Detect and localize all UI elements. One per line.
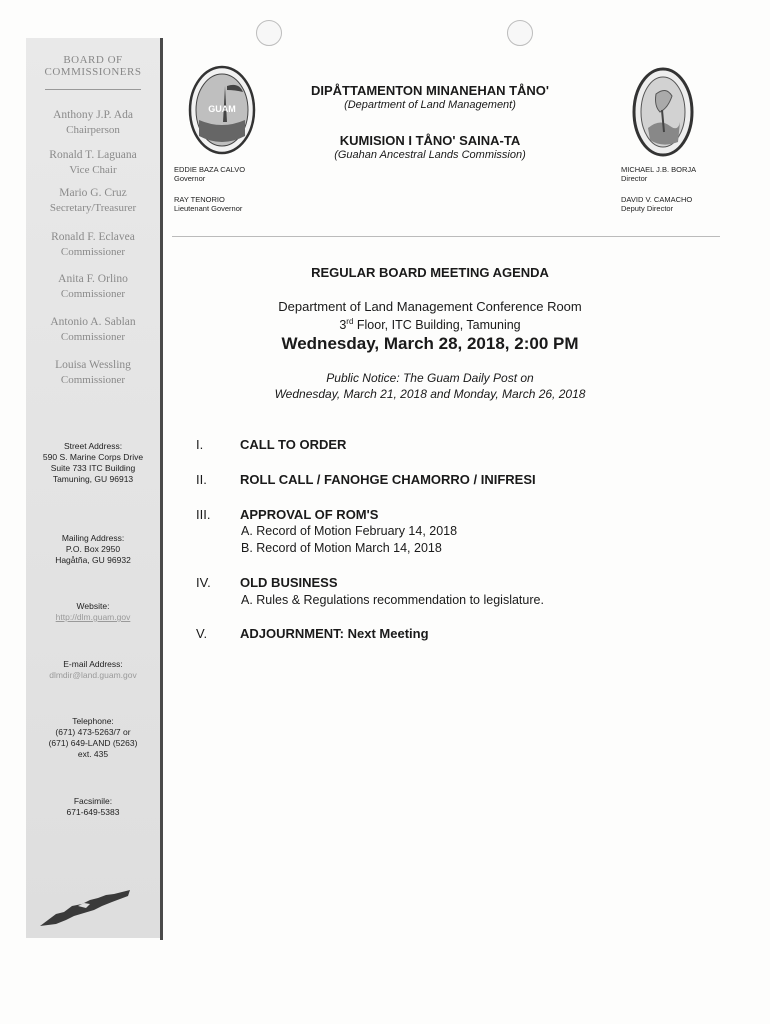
agenda-subitem: A. Record of Motion February 14, 2018 — [241, 524, 458, 538]
meeting-location: Department of Land Management Conference Room — [278, 299, 582, 314]
email-link[interactable]: dlmdir@land.guam.gov — [49, 670, 137, 680]
agenda-item-number: II. — [196, 472, 207, 487]
agenda-item-number: III. — [196, 507, 211, 522]
director-block: MICHAEL J.B. BORJA Director — [621, 165, 697, 183]
agenda-subitem: A. Rules & Regulations recommendation to legislature. — [241, 593, 544, 607]
guam-island-icon — [38, 886, 134, 930]
agenda-item-number: IV. — [196, 575, 211, 590]
website-block: Website: http://dlm.guam.gov — [26, 601, 160, 623]
punch-hole-right — [507, 20, 533, 46]
member-entry: Antonio A. Sablan Commissioner — [50, 316, 136, 343]
member-entry: Anita F. Orlino Commissioner — [58, 273, 128, 300]
department-english: (Department of Land Management) — [344, 99, 516, 111]
agenda-item-number: I. — [196, 437, 204, 452]
board-title-rule — [45, 89, 141, 90]
facsimile-block: Facsimile: 671-649-5383 — [66, 796, 120, 817]
member-entry: Ronald T. Laguana Vice Chair — [49, 149, 137, 176]
department-name: DIPÅTTAMENTON MINANEHAN TÅNO' — [310, 83, 550, 98]
agenda-item-title: ROLL CALL / FANOHGE CHAMORRO / INIFRESI — [240, 472, 536, 487]
board-title: BOARD OF COMMISSIONERS — [44, 54, 142, 78]
deputy-director-block: DAVID V. CAMACHO Deputy Director — [621, 195, 693, 213]
agenda-item-title: APPROVAL OF ROM'S — [240, 507, 379, 522]
governor-block: EDDIE BAZA CALVO Governor — [174, 165, 246, 183]
member-entry: Louisa Wessling Commissioner — [55, 359, 131, 386]
punch-hole-left — [256, 20, 282, 46]
commission-english: (Guahan Ancestral Lands Commission) — [334, 149, 526, 161]
meeting-date: Wednesday, March 28, 2018, 2:00 PM — [281, 334, 579, 353]
agenda-subitem: B. Record of Motion March 14, 2018 — [241, 541, 442, 555]
telephone-block: Telephone: (671) 473-5263/7 or (671) 649-LAND (5263) ext. 435 — [48, 716, 138, 759]
website-link[interactable]: http://dlm.guam.gov — [55, 612, 131, 622]
agenda-item-title: CALL TO ORDER — [240, 437, 347, 452]
agenda-title: REGULAR BOARD MEETING AGENDA — [311, 265, 549, 280]
agenda-item-title: OLD BUSINESS — [240, 575, 338, 590]
commission-name: KUMISION I TÅNO' SAINA-TA — [339, 133, 521, 148]
sidebar-divider — [160, 38, 163, 940]
email-block: E-mail Address: dlmdir@land.guam.gov — [26, 659, 160, 681]
member-entry: Mario G. Cruz Secretary/Treasurer — [49, 187, 137, 214]
lt-governor-block: RAY TENORIO Lieutenant Governor — [174, 195, 243, 213]
header-divider — [172, 236, 720, 237]
public-notice-line-2: Wednesday, March 21, 2018 and Monday, March 26, 2018 — [274, 387, 586, 401]
agenda-item-title: ADJOURNMENT: Next Meeting — [240, 626, 429, 641]
public-notice-line-1: Public Notice: The Guam Daily Post on — [326, 371, 534, 385]
seal-text: GUAM — [208, 104, 236, 114]
mailing-address: Mailing Address: P.O. Box 2950 Hagåtña, GU 96932 — [55, 533, 131, 565]
member-entry: Anthony J.P. Ada Chairperson — [53, 109, 133, 136]
street-address: Street Address: 590 S. Marine Corps Drive Suite 733 ITC Building Tamuning, GU 96913 — [42, 441, 144, 484]
member-entry: Ronald F. Eclavea Commissioner — [51, 231, 135, 258]
agenda-item-number: V. — [196, 626, 208, 641]
meeting-floor: 3rd Floor, ITC Building, Tamuning — [339, 317, 521, 333]
